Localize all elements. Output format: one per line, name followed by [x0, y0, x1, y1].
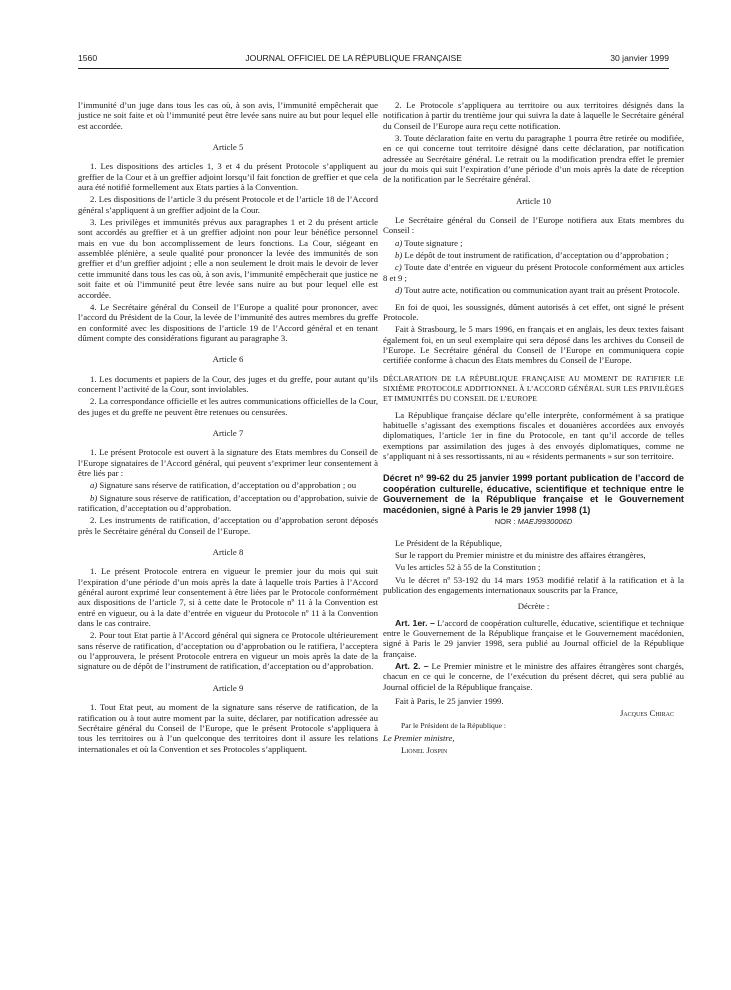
- article-6-paragraph-2: 2. La correspondance officielle et les autres communications officielles de la Cour, des juges et du greffe ne peuvent être retenues ou censurées.: [78, 396, 378, 417]
- article-8-title: Article 8: [212, 547, 244, 558]
- left-column: [78, 100, 378, 756]
- item-text: Signature sans réserve de ratification, d’acceptation ou d’approbation ; ou: [97, 480, 357, 491]
- nor-reference: [383, 517, 684, 527]
- signature-president: Jacques Chirac: [619, 708, 674, 719]
- article-9-paragraph-2: 2. Le Protocole s’appliquera au territoire ou aux territoires désignés dans la notification à partir du trentième jour qui suivra la date à laquelle le Secrétaire général du Conseil de l’Europe aura reçu cette notification.: [383, 100, 684, 131]
- header-rule: [78, 68, 669, 69]
- article-7-item-b: [78, 493, 378, 514]
- premier-ministre-line: Le Premier ministre,: [383, 733, 455, 744]
- nor-value: MAEJ9930006D: [517, 517, 573, 527]
- article-5-paragraph-3: 3. Les privilèges et immunités prévus aux paragraphes 1 et 2 du présent article sont accordés au greffier et à un greffier adjoint non pour leur bénéfice personnel mais en vue du bon accomplissement de leurs fonctions. La Cour, siégeant en assemblée plénière, a seule qualité pour prononcer la levée des immunités de son greffier et d’un greffier adjoint ; elle a non seulement le droit mais le devoir de lever cette immunité dans tous les cas où, à son avis, l’immunité empêcherait que justice ne soit faite et où l’immunité peut être levée sans nuire au but pour lequel elle est accordée.: [78, 217, 378, 300]
- article-10-intro: Le Secrétaire général du Conseil de l’Europe notifiera aux Etats membres du Conseil :: [383, 215, 684, 236]
- item-label: a): [395, 237, 403, 248]
- item-text: Toute signature ;: [402, 237, 463, 248]
- article-1-decret: [383, 618, 684, 659]
- item-label: a): [90, 480, 98, 491]
- decrete-line: Décrète :: [517, 601, 550, 612]
- fait-strasbourg-paragraph: Fait à Strasbourg, le 5 mars 1996, en français et en anglais, les deux textes faisant également foi, en un seul exemplaire qui sera déposé dans les archives du Conseil de l’Europe. Le Secrétaire général du Conseil de l’Europe en communiquera copie certifiée conforme à chacun des Etats membres du Conseil de l’Europe.: [383, 324, 684, 366]
- item-text: Tout autre acte, notification ou communication ayant trait au présent Protocole.: [402, 285, 680, 296]
- article-5-paragraph-4: 4. Le Secrétaire général du Conseil de l’Europe a qualité pour prononcer, avec l’accord du Président de la Cour, la levée de l’immunité des autres membres du greffe en conformité avec les dispositions de l’article 19 de l’Accord général et en tenant dûment compte des considérations figurant au paragraphe 3.: [78, 301, 378, 343]
- article-9-title: Article 9: [212, 682, 244, 693]
- article-7-title: Article 7: [212, 427, 244, 438]
- article-7-item-a: [78, 480, 378, 490]
- item-label: b): [90, 492, 98, 503]
- article-8-paragraph-2: 2. Pour tout Etat partie à l’Accord général qui signera ce Protocole ultérieurement sans réserve de ratification, d’acceptation ou d’approbation ou le ratifiera, l’acceptera ou l’approuvera, le présent Protocole entrera en vigueur un mois après la date de la signature ou de dépôt de l’instrument de ratification, d’acceptation ou d’approbation.: [78, 630, 378, 672]
- article-10-item-a: [383, 238, 684, 248]
- journal-title: JOURNAL OFFICIEL DE LA RÉPUBLIQUE FRANÇAISE: [245, 53, 462, 63]
- article-8-paragraph-1: 1. Le présent Protocole entrera en vigueur le premier jour du mois qui suit l’expiration d’une période d’un mois après la date à laquelle trois Parties à l’Accord général auront exprimé leur consentement à être liées par le Protocole conformément aux dispositions de l’article 7, si à cette date le Protocole nº 11 à la Convention est entré en vigueur, ou à la date d’entrée en vigueur du Protocole nº 11 à la Convention dans le cas contraire.: [78, 566, 378, 629]
- signature-premier-ministre: Lionel Jospin: [401, 745, 448, 756]
- article-10-item-c: [383, 262, 684, 283]
- article-5-title: Article 5: [212, 142, 244, 153]
- article-10-item-b: [383, 250, 684, 260]
- nor-label: NOR :: [494, 517, 516, 527]
- foi-paragraph: En foi de quoi, les soussignés, dûment autorisés à cet effet, ont signé le présent Protocole.: [383, 301, 684, 322]
- right-column: [383, 100, 684, 758]
- article-10-title: Article 10: [516, 195, 551, 206]
- page-number: 1560: [78, 53, 98, 63]
- item-label: b): [395, 250, 403, 261]
- vu-decret-line: Vu le décret nº 53-192 du 14 mars 1953 modifié relatif à la ratification et à la publication des engagements internationaux souscrits par la France,: [383, 574, 684, 595]
- decret-title: Décret nº 99-62 du 25 janvier 1999 portant publication de l’accord de coopération culturelle, éducative, scientifique et technique entre le Gouvernement de la République française et le Gouvernement macédonien, signé à Paris le 29 janvier 1998 (1): [383, 473, 684, 515]
- article-10-item-d: [383, 285, 684, 295]
- article-text: L’accord de coopération culturelle, éducative, scientifique et technique entre le Gouvernement de la République française et le Gouvernement macédonien, signé à Paris le 29 janvier 1998, sera publié au Journal officiel de la République française.: [383, 617, 684, 659]
- fait-paris-line: Fait à Paris, le 25 janvier 1999.: [395, 696, 504, 707]
- article-5-paragraph-2: 2. Les dispositions de l’article 3 du présent Protocole et de l’article 18 de l’Accord général s’appliquent à un greffier adjoint de la Cour.: [78, 194, 378, 215]
- vu-constitution-line: Vu les articles 52 à 55 de la Constitution ;: [395, 562, 541, 573]
- item-label: c): [395, 262, 402, 273]
- declaration-title: DÉCLARATION DE LA RÉPUBLIQUE FRANÇAISE AU MOMENT DE RATIFIER LE SIXIÈME PROTOCOLE ADDITIONNEL À L’ACCORD GÉNÉRAL SUR LES PRIVILÈGES ET IMMUNITÉS DU CONSEIL DE L’EUROPE: [383, 373, 684, 403]
- issue-date: 30 janvier 1999: [610, 53, 669, 63]
- declaration-paragraph: La République française déclare qu’elle interprète, conformément à sa pratique habituelle s’agissant des exemptions fiscales et douanières accordées aux envoyés diplomatiques, l’article 1er in fine du Protocole, en tant qu’il accorde de telles exemptions par assimilation des juges à des envoyés diplomatiques, comme ne s’appliquant ni à ses ressortissants, ni au « résidents permanents » sur son territoire.: [383, 409, 684, 461]
- article-6-title: Article 6: [212, 354, 244, 365]
- article-7-paragraph-1: 1. Le présent Protocole est ouvert à la signature des Etats membres du Conseil de l’Europe signataires de l’Accord général, qui peuvent s’exprimer leur consentement à être liés par :: [78, 447, 378, 478]
- article-label: Art. 2. –: [395, 661, 429, 672]
- par-le-president-line: Par le Président de la République :: [401, 720, 507, 730]
- president-line: Le Président de la République,: [395, 537, 502, 548]
- item-text: Toute date d’entrée en vigueur du présent Protocole conformément aux articles 8 et 9 ;: [383, 262, 684, 283]
- item-text: Signature sous réserve de ratification, d’acceptation ou d’approbation, suivie de ratification, d’acceptation ou d’approbation.: [78, 492, 378, 513]
- article-label: Art. 1er. –: [395, 617, 435, 628]
- article-6-paragraph-1: 1. Les documents et papiers de la Cour, des juges et du greffe, pour autant qu’ils concernent l’activité de la Cour, sont inviolables.: [78, 373, 378, 394]
- article-text: Le Premier ministre et le ministre des affaires étrangères sont chargés, chacun en ce qui le concerne, de l’exécution du présent décret, qui sera publié au Journal officiel de la République française.: [383, 661, 684, 692]
- article-5-paragraph-1: 1. Les dispositions des articles 1, 3 et 4 du présent Protocole s’appliquent au greffier de la Cour et à un greffier adjoint lorsqu’il fait fonction de greffier et que cela aura été notifié formellement aux Etats parties à la Convention.: [78, 161, 378, 193]
- article-7-paragraph-2: 2. Les instruments de ratification, d’acceptation ou d’approbation seront déposés près le Secrétaire général du Conseil de l’Europe.: [78, 515, 378, 536]
- article-9-paragraph-1: 1. Tout Etat peut, au moment de la signature sans réserve de ratification, de la ratification ou à tout autre moment par la suite, déclarer, par notification adressée au Secrétaire général du Conseil de l’Europe, que le présent Protocole s’appliquera à tous les territoires ou à l’un quelconque des territoires dont il assure les relations internationales et où la Convention et ses Protocoles s’appliquent.: [78, 702, 378, 754]
- sur-rapport-line: Sur le rapport du Premier ministre et du ministre des affaires étrangères,: [395, 549, 646, 560]
- intro-paragraph: l’immunité d’un juge dans tous les cas où, à son avis, l’immunité empêcherait que justice ne soit faite et où l’immunité peut être levée sans nuire au but pour lequel elle est accordée.: [78, 100, 378, 131]
- item-label: d): [395, 285, 403, 296]
- article-2-decret: [383, 661, 684, 692]
- page-header: [78, 53, 669, 67]
- item-text: Le dépôt de tout instrument de ratification, d’acceptation ou d’approbation ;: [402, 250, 669, 261]
- article-9-paragraph-3: 3. Toute déclaration faite en vertu du paragraphe 1 pourra être retirée ou modifiée, en ce qui concerne tout territoire désigné dans cette déclaration, par notification adressée au Secrétaire général. Le retrait ou la modification prendra effet le premier jour du mois qui suit l’expiration d’une période d’un mois après la date de réception de la notification par le Secrétaire général.: [383, 133, 684, 185]
